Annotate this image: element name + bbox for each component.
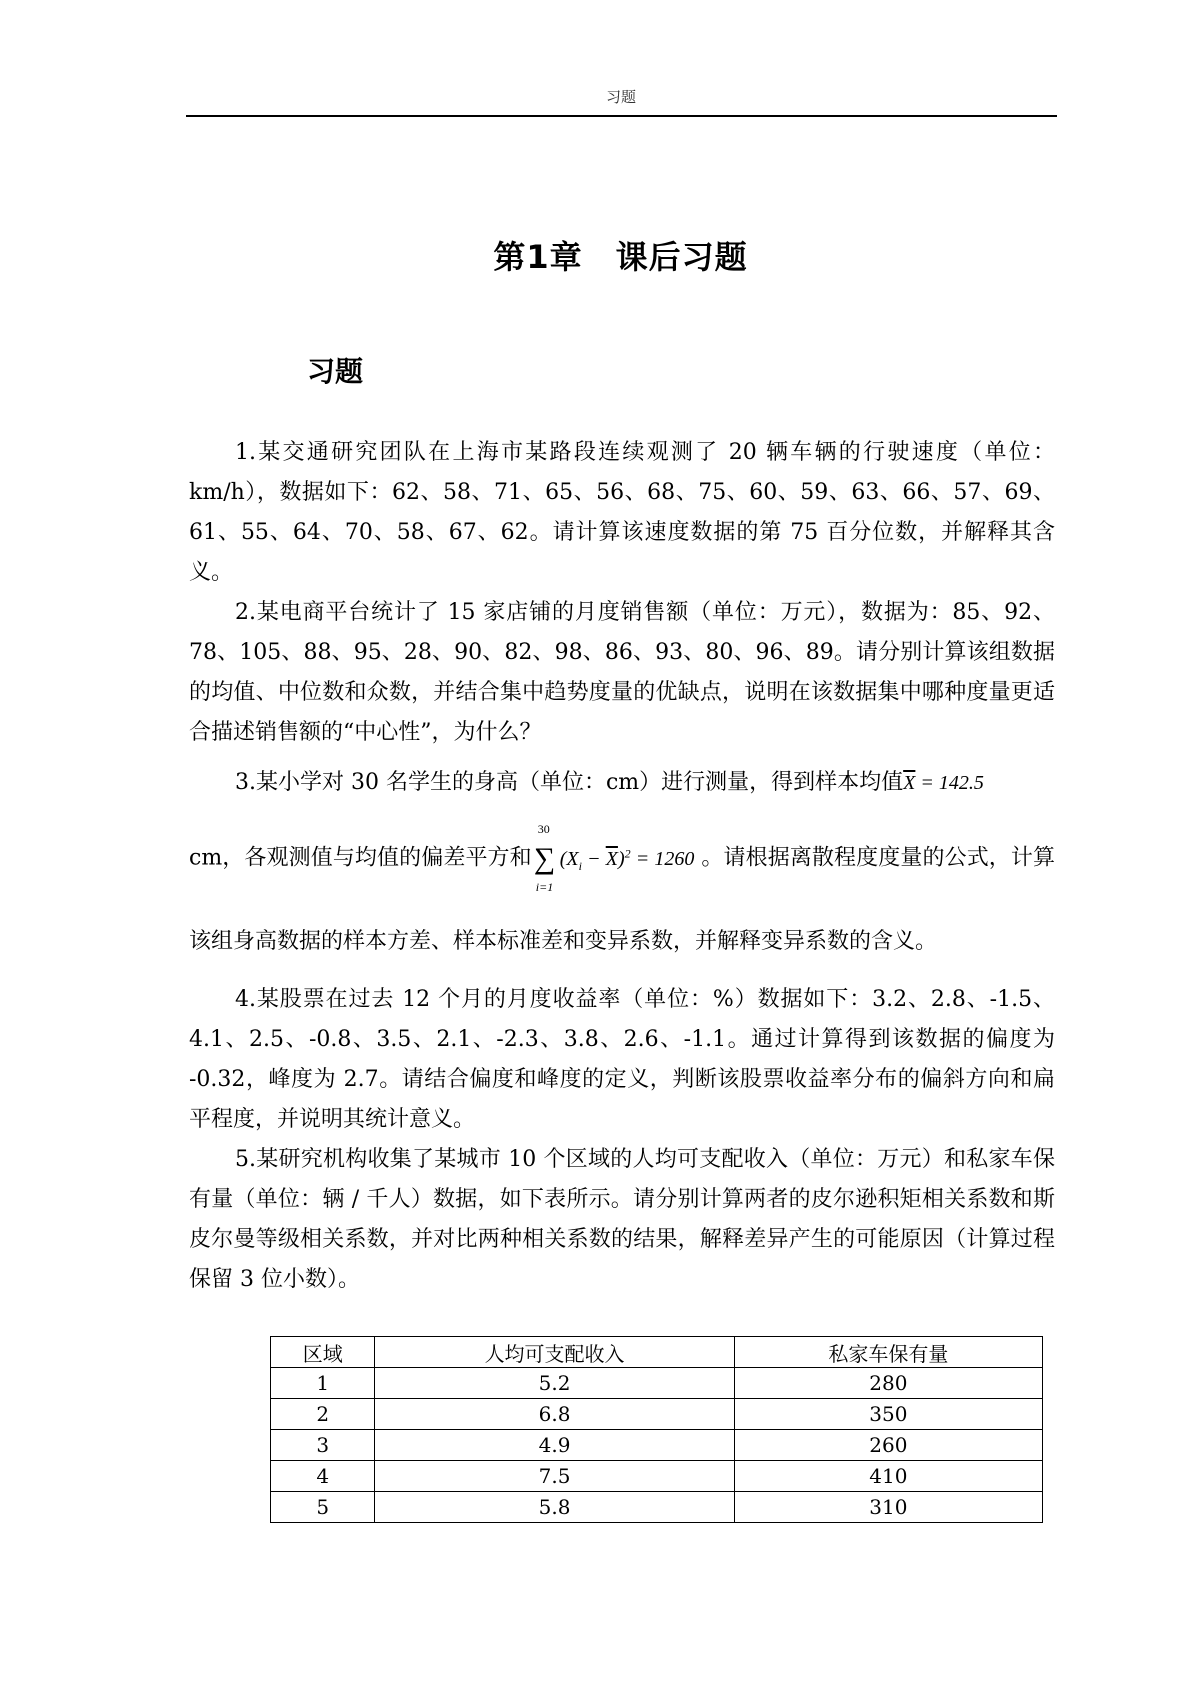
summation-symbol: [534, 822, 558, 898]
income-car-table: [270, 1336, 1043, 1523]
sum-lower-limit: i=1: [535, 880, 554, 895]
table-cell: 4.9: [375, 1430, 734, 1461]
table-cell: 3: [271, 1430, 375, 1461]
chapter-title: 第1章 课后习题: [493, 238, 748, 276]
sum-exponent: 2: [624, 846, 631, 860]
table-cell: 6.8: [375, 1399, 734, 1430]
question-3-line-2: [189, 815, 1055, 980]
mean-symbol: $\overline{X}$: [903, 772, 916, 794]
table-row: [271, 1399, 1043, 1430]
sum-close: ): [617, 847, 625, 870]
sum-of-squares-formula: [532, 822, 695, 895]
mean-value: = 142.5: [915, 772, 984, 794]
table-cell: 2: [271, 1399, 375, 1430]
sum-value: = 1260: [630, 847, 695, 870]
sum-minus: −: [582, 847, 606, 870]
table-cell: 260: [734, 1430, 1042, 1461]
question-2: 2.某电商平台统计了 15 家店铺的月度销售额（单位：万元），数据为：85、92、78、105、88、95、28、90、82、98、86、93、80、96、89。请分别计算该组数据的均值、中位数和众数，并结合集中趋势度量的优缺点，说明在该数据集中哪种度量更适合描述销售额的“中心性”，为什么？: [189, 600, 1055, 745]
question-5: 5.某研究机构收集了某城市 10 个区域的人均可支配收入（单位：万元）和私家车保有量（单位：辆 / 千人）数据，如下表所示。请分别计算两者的皮尔逊积矩相关系数和斯皮尔曼等级相关系数，并对比两种相关系数的结果，解释差异产生的可能原因（计算过程保留 3 位小数）。: [189, 1146, 1055, 1292]
table-cell: 1: [271, 1368, 375, 1399]
table-cell: 5: [271, 1492, 375, 1523]
question-3: [189, 763, 1055, 803]
table-cell: 280: [734, 1368, 1042, 1399]
question-3-text-2: cm，各观测值与均值的偏差平方和: [189, 845, 532, 871]
sum-body: (X: [559, 847, 579, 870]
table-cell: 5.8: [375, 1492, 734, 1523]
running-header: 习题: [605, 88, 636, 106]
table-row: [271, 1430, 1043, 1461]
sum-mean-symbol: $\overline{X}$: [605, 847, 618, 870]
questions-body: [189, 433, 1055, 1300]
table-row: [271, 1492, 1043, 1523]
sample-mean-formula: [903, 772, 984, 794]
table-row: [271, 1368, 1043, 1399]
question-3-text-3: 。请根据离散程度度量的公式，计算该组身高数据的样本方差、样本标准差和变异系数，并解释变异系数的含义。: [189, 845, 1056, 954]
table-cell: 4: [271, 1461, 375, 1492]
sum-upper-limit: 30: [537, 822, 550, 837]
question-3-text-1: 3.某小学对 30 名学生的身高（单位：cm）进行测量，得到样本均值: [235, 770, 904, 795]
table-cell: 310: [734, 1492, 1042, 1523]
question-1: 1.某交通研究团队在上海市某路段连续观测了 20 辆车辆的行驶速度（单位：km/h），数据如下：62、58、71、65、56、68、75、60、59、63、66、57、69、61、55、64、70、58、67、62。请计算该速度数据的第 75 百分位数，并解释其含义。: [189, 440, 1055, 585]
sum-subscript: i: [578, 858, 582, 873]
question-4: 4.某股票在过去 12 个月的月度收益率（单位：%）数据如下：3.2、2.8、-1.5、4.1、2.5、-0.8、3.5、2.1、-2.3、3.8、2.6、-1.1。通过计算得到该数据的偏度为 -0.32，峰度为 2.7。请结合偏度和峰度的定义，判断该股票收益率分布的偏斜方向和扁平程度，并说明其统计意义。: [189, 986, 1055, 1132]
section-title: 习题: [307, 355, 364, 388]
column-header-region: 区域: [271, 1337, 375, 1368]
column-header-cars: 私家车保有量: [734, 1337, 1042, 1368]
table-header-row: [271, 1337, 1043, 1368]
sigma-icon: ∑: [533, 842, 556, 876]
column-header-income: 人均可支配收入: [375, 1337, 734, 1368]
header-rule: [186, 115, 1057, 117]
table-cell: 410: [734, 1461, 1042, 1492]
table-cell: 7.5: [375, 1461, 734, 1492]
table-cell: 5.2: [375, 1368, 734, 1399]
table-row: [271, 1461, 1043, 1492]
table-cell: 350: [734, 1399, 1042, 1430]
